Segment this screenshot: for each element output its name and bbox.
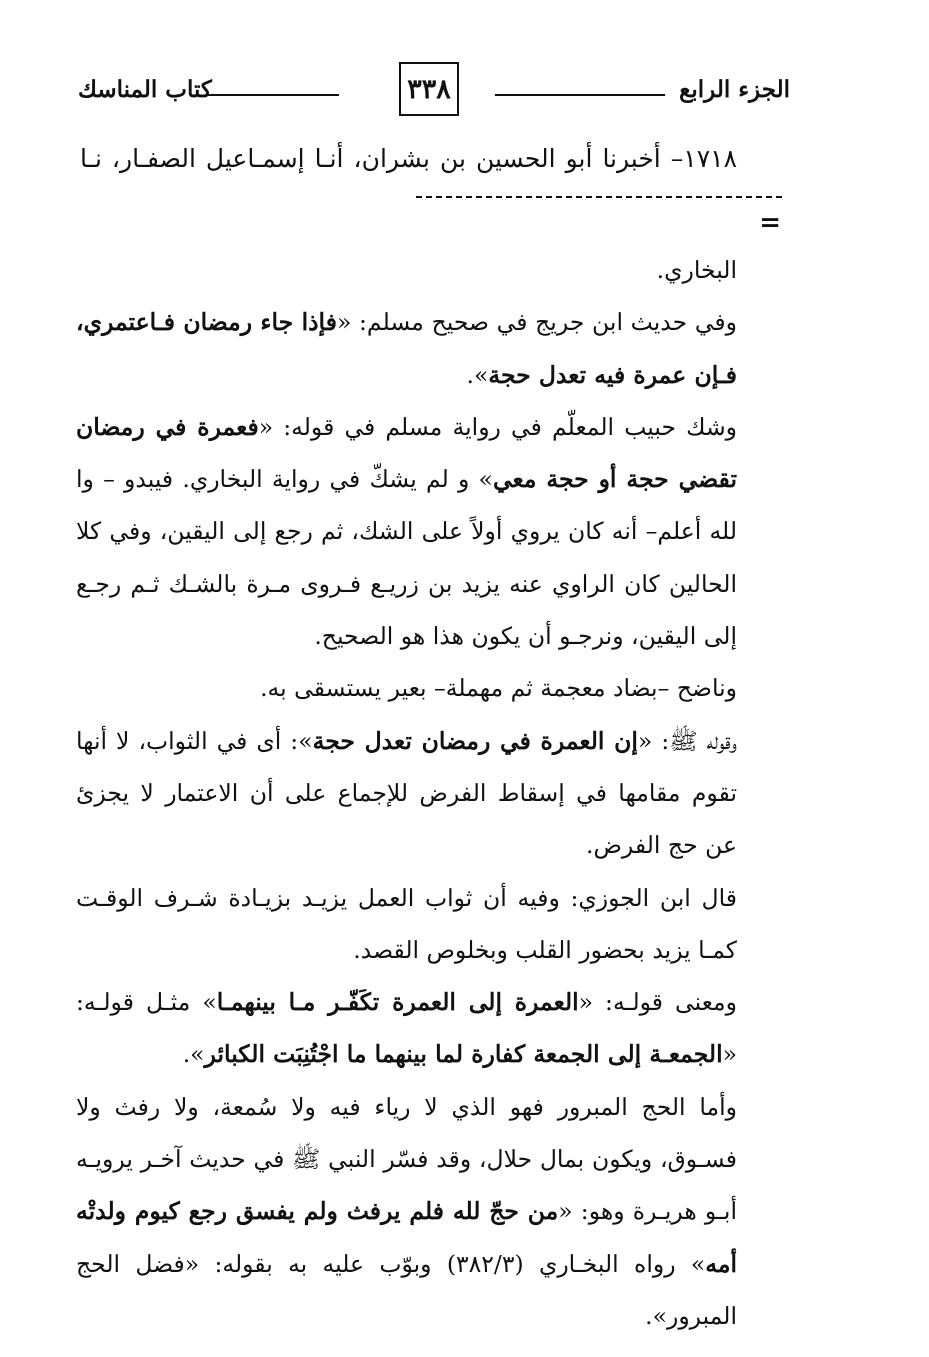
footnote-paragraph	[76, 715, 737, 872]
header-rule-left	[206, 94, 339, 96]
paragraph-text: وناضح –بضاد معجمة ثم مهملة– بعير يستسقى به.	[260, 674, 737, 703]
paragraph-text: »: أى في الثواب، لا أنها تقوم مقامها في إسقاط الفرض للإجماع على أن الاعتمار لا يجزئ عن حج الفرض.	[76, 726, 737, 860]
footnote-paragraph	[76, 872, 737, 977]
paragraph-text: وقوله ﷺ: «	[637, 726, 737, 755]
hadith-chain-text: أخبرنا أبو الحسين بن بشران، أنـا إسمـاعيل الصفـار، نـا	[80, 144, 671, 173]
paragraph-text: وأما الحج المبرور فهو الذي لا رياء فيه ولا سُمعة، ولا رفث ولا فسـوق، ويكون بمال حلال، وقد فسّر النبي ﷺ في حديث آخـر يرويـه أبـو هريـرة وهو: «	[76, 1092, 737, 1226]
paragraph-text: » و لم يشكّ في رواية البخاري. فيبدو – وا لله أعلم– أنه كان يروي أولاً على الشك، ثم رجع إلى اليقين، وفي كلا الحالين كان الراوي عنه يزيد بن زريـع فـروى مـرة بالشـك ثـم رجـع إلى اليقين، ونرجـو أن يكون هذا هو الصحيح.	[76, 465, 737, 651]
book-title: كتاب المناسك	[78, 76, 212, 103]
continuation-mark: =	[759, 208, 781, 238]
header-rule-right	[495, 94, 665, 96]
paragraph-text: قال ابن الجوزي: وفيه أن ثواب العمل يزيـد بزيـادة شـرف الوقـت كمـا يزيد بحضور القلب وبخلوص القصد.	[76, 883, 737, 964]
quoted-hadith-text: فعمرة في رمضان تقضي حجة أو حجة معي	[76, 412, 737, 494]
quoted-hadith-text: من حجّ لله فلم يرفث ولم يفسق رجع كيوم ولدتْه أمه	[76, 1197, 737, 1278]
quoted-hadith-text: إن العمرة في رمضان تعدل حجة	[312, 726, 638, 755]
paragraph-text: » رواه البخـاري (٣٨٢/٣) وبوّب عليه به بقوله: «	[184, 1249, 706, 1278]
paragraph-text: البخاري.	[656, 256, 737, 284]
quoted-hadith-text: العمرة إلى العمرة تكَفّـر مـا بينهمـا	[216, 988, 579, 1017]
paragraph-text: فضل الحج المبرور	[76, 1249, 737, 1330]
paragraph-text: وفي حديث ابن جريج في صحيح مسلم: «	[336, 308, 737, 337]
footnote-paragraph	[76, 401, 737, 662]
hadith-line	[80, 144, 737, 173]
footnote-paragraph	[76, 296, 737, 401]
footnote-paragraph	[76, 244, 737, 296]
footnote-separator	[416, 196, 782, 198]
paragraph-text: وشك حبيب المعلّم في رواية مسلم في قوله: «	[258, 412, 737, 441]
footnote-paragraph	[76, 662, 737, 714]
hadith-number: ١٧١٨–	[670, 144, 737, 173]
footnote-paragraph	[76, 1081, 737, 1342]
footnote-body	[76, 244, 737, 1342]
paragraph-text: » مثـل قولـه: «	[76, 988, 737, 1069]
running-header	[78, 62, 790, 118]
paragraph-text: ».	[182, 1040, 205, 1069]
paragraph-text: ومعنى قولـه: «	[578, 988, 737, 1017]
footnote-paragraph	[76, 976, 737, 1081]
quoted-hadith-text: فإذا جاء رمضان فـاعتمري، فـإن عمرة فيه تعدل حجة	[76, 308, 737, 389]
page-number: ٣٣٨	[399, 62, 459, 116]
part-title: الجزء الرابع	[679, 76, 790, 103]
quoted-hadith-text: الجمعـة إلى الجمعة كفارة لما بينهما ما اجْتُنِبَت الكبائر	[204, 1040, 723, 1069]
paragraph-text: ».	[645, 1301, 667, 1330]
paragraph-text: ».	[466, 360, 489, 389]
